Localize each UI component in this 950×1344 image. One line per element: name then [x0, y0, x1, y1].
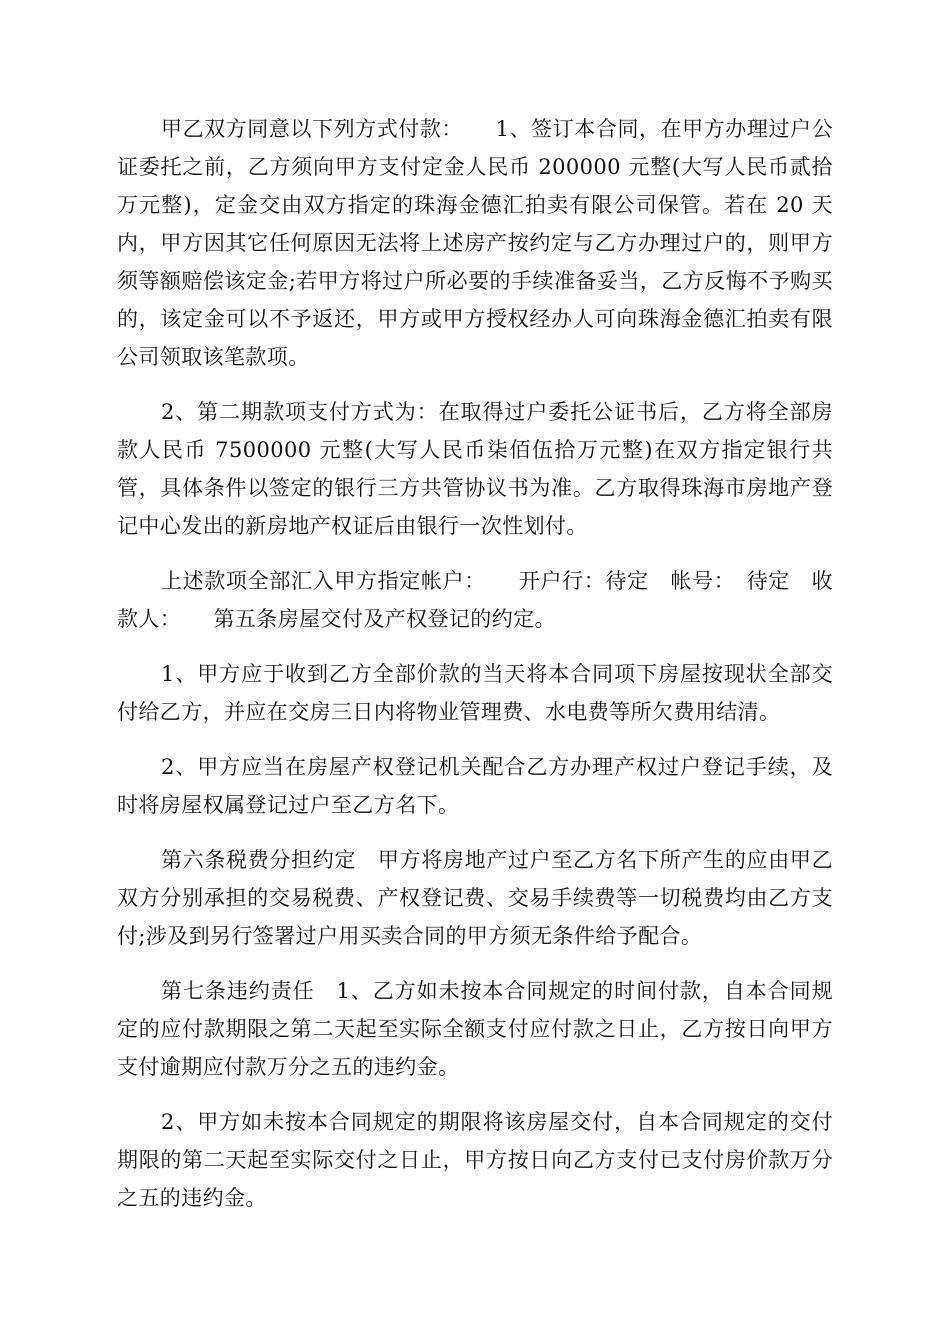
paragraph-breach-1: 第七条违约责任 1、乙方如未按本合同规定的时间付款，自本合同规定的应付款期限之第二天起至实际全额支付应付款之日止，乙方按日向甲方支付逾期应付款万分之五的违约金。 — [117, 979, 833, 1079]
paragraph-breach-2: 2、甲方如未按本合同规定的期限将该房屋交付，自本合同规定的交付期限的第二天起至实际交付之日止，甲方按日向乙方支付已支付房价款万分之五的违约金。 — [117, 1110, 833, 1210]
paragraph-payment-method: 甲乙双方同意以下列方式付款： 1、签订本合同，在甲方办理过户公证委托之前，乙方须向甲方支付定金人民币 200000 元整(大写人民币贰拾万元整)，定金交由双方指定的珠海金德汇拍卖有限公司保管。若在 20 天内，甲方因其它任何原因无法将上述房产按约定与乙方办理过户的，则甲方须等额赔偿该定金;若甲方将过户所必要的手续准备妥当，乙方反悔不予购买的，该定金可以不予返还，甲方或甲方授权经办人可向珠海金德汇拍卖有限公司领取该笔款项。 — [117, 117, 833, 369]
document-body — [117, 110, 833, 1234]
paragraph-second-payment: 2、第二期款项支付方式为：在取得过户委托公证书后，乙方将全部房款人民币 7500000 元整(大写人民币柒佰伍拾万元整)在双方指定银行共管，具体条件以签定的银行三方共管协议书为准。乙方取得珠海市房地产登记中心发出的新房地产权证后由银行一次性划付。 — [117, 400, 833, 538]
paragraph-account-info: 上述款项全部汇入甲方指定帐户： 开户行：待定 帐号： 待定 收款人： 第五条房屋交付及产权登记的约定。 — [117, 569, 833, 631]
paragraph-delivery-1: 1、甲方应于收到乙方全部价款的当天将本合同项下房屋按现状全部交付给乙方，并应在交房三日内将物业管理费、水电费等所欠费用结清。 — [117, 662, 833, 724]
paragraph-tax-sharing: 第六条税费分担约定 甲方将房地产过户至乙方名下所产生的应由甲乙双方分别承担的交易税费、产权登记费、交易手续费等一切税费均由乙方支付;涉及到另行签署过户用买卖合同的甲方须无条件给予配合。 — [117, 848, 833, 948]
paragraph-delivery-2: 2、甲方应当在房屋产权登记机关配合乙方办理产权过户登记手续，及时将房屋权属登记过户至乙方名下。 — [117, 755, 833, 817]
